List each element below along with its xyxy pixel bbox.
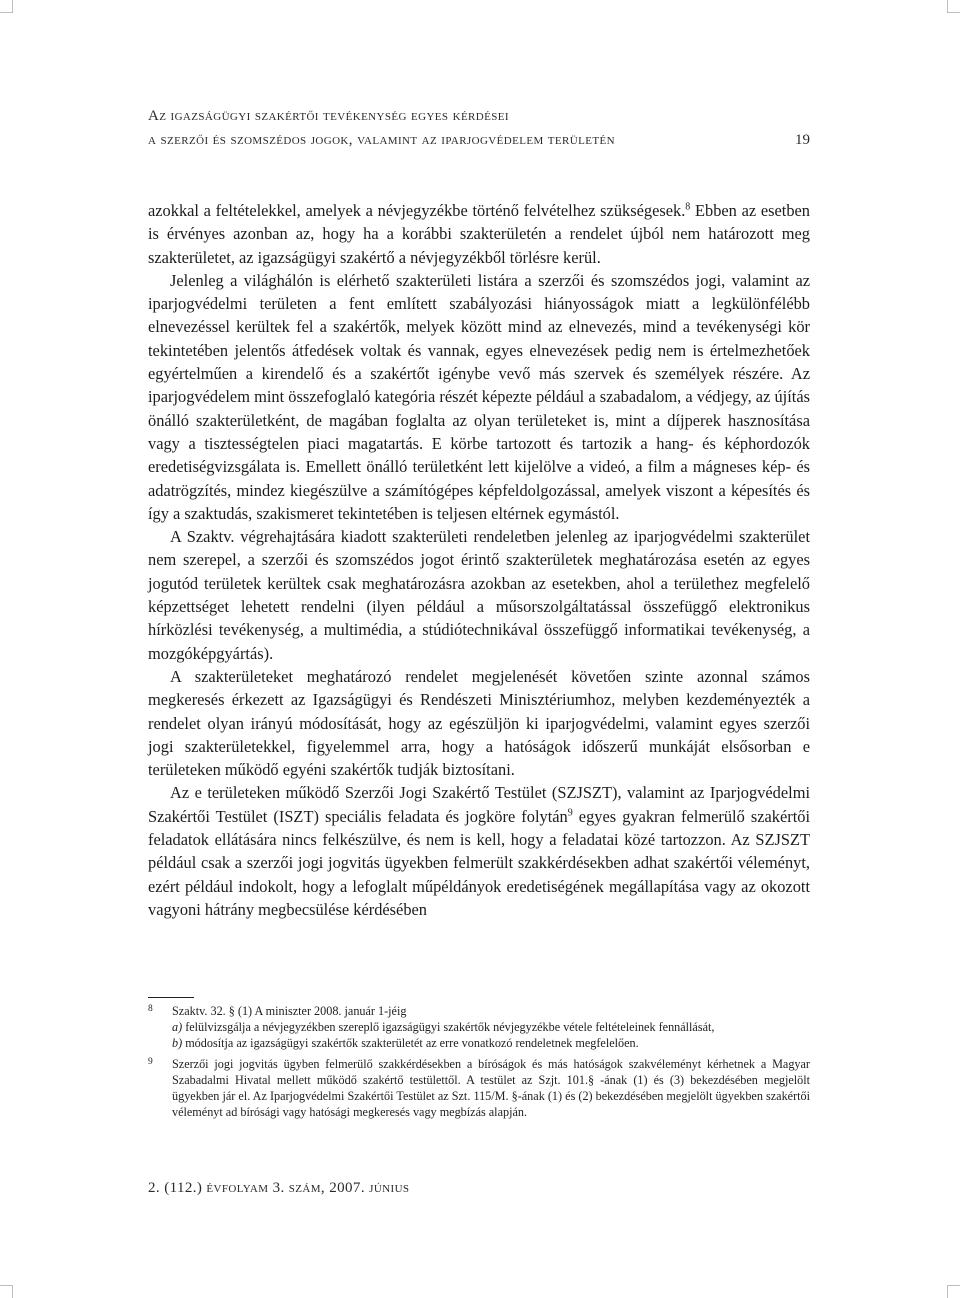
paragraph-5 [148, 781, 810, 921]
paragraph-1-text-b: Ebben az esetben is érvényes azonban az, hogy ha a korábbi szakterületén a rendelet újból nem határozott meg szakterületet, az igazságügyi szakértő a névjegyzékből törlésre kerül. [148, 201, 810, 267]
footnotes [148, 1003, 810, 1125]
footnote-ref-9[interactable]: 9 [567, 807, 573, 819]
footnote-8-text-b: módosítja az igazságügyi szakértők szakterületét az erre vonatkozó rendeletnek megfelelően. [182, 1036, 639, 1050]
main-text [148, 199, 810, 921]
footnote-number: 8 [148, 1004, 153, 1014]
footnote-separator [148, 997, 194, 998]
footnote-8-line-2 [172, 1019, 810, 1035]
footnote-number: 9 [148, 1057, 153, 1067]
crop-mark-bottom-left [0, 1285, 13, 1298]
footnote-8 [148, 1003, 810, 1051]
footnote-8-label-a: a) [172, 1020, 183, 1034]
footnote-8-line-1: Szaktv. 32. § (1) A miniszter 2008. január 1-jéig [172, 1004, 407, 1018]
paragraph-1-text-a: azokkal a feltételekkel, amelyek a névjegyzékbe történő felvételhez szükségesek. [148, 201, 686, 220]
paragraph-5-text-b: egyes gyakran felmerülő szakértői feladatok ellátására nincs felkészülve, és nem is kell, hogy a feladatai közé tartozzon. Az SZJSZT például csak a szerzői jogi jogvitás ügyekben felmerült szakkérdésekben adhat szakértői véleményt, ezért például indokolt, hogy a lefoglalt műpéldányok eredetiségének megállapítása vagy az okozott vagyoni hátrány megbecsülése kérdésében [148, 806, 811, 919]
crop-mark-top-left [0, 0, 13, 13]
footnote-9 [148, 1056, 810, 1120]
paragraph-5-text-a: Az e területeken működő Szerzői Jogi Szakértő Testület (SZJSZT), valamint az Iparjogvédelmi Szakértői Testület (ISZT) speciális feladata és jogköre folytán [148, 783, 810, 826]
running-head-line-2: a szerzői és szomszédos jogok, valamint az iparjogvédelem területén [148, 132, 615, 148]
footnote-body: Szerzői jogi jogvitás ügyben felmerülő szakkérdésekben a bíróságok és más hatóságok szakvéleményt kérhetnek a Magyar Szabadalmi Hivatal mellett működő szakértő testülettől. A testület az Szjt. 101.§ -ának (1) és (3) bekezdésében megjelölt ügyekben jár el. Az Iparjogvédelmi Szakértői Testület az Szt. 115/M. §-ának (1) és (2) bekezdésében megjelölt ügyekben szakértői véleményt ad bírósági vagy hatósági megkeresés vagy megbízás alapján. [172, 1057, 810, 1119]
paragraph-3: A Szaktv. végrehajtására kiadott szakterületi rendeletben jelenleg az iparjogvédelmi szakterület nem szerepel, a szerzői és szomszédos jogot érintő szakterületek meghatározása esetén az egyes jogutód területek kerültek csak meghatározásra azokban az esetekben, ahol a területhez megfelelő képzettséget lehetett rendelni (ilyen például a műsorszolgáltatással összefüggő elektronikus hírközlési tevékenység, a multimédia, a stúdiótechnikával összefüggő informatikai tevékenység, a mozgóképgyártás). [148, 527, 810, 663]
running-head [148, 104, 810, 152]
running-head-line-1: Az igazságügyi szakértői tevékenység egyes kérdései [148, 108, 509, 124]
footnote-ref-8[interactable]: 8 [685, 201, 691, 213]
page-number: 19 [795, 132, 810, 148]
footnote-8-line-3 [172, 1035, 810, 1051]
paragraph-2: Jelenleg a világhálón is elérhető szakterületi listára a szerzői és szomszédos jogi, valamint az iparjogvédelmi területen a fent említett szabályozási hiányosságok miatt a legkülönfélébb elnevezéssel kerültek fel a szakértők, melyek között mind az elnevezés, mind a tevékenységi kör tekintetében jelentős átfedések voltak és vannak, egyes elnevezések pedig nem is értelmezhetőek egyértelműen a kirendelő és a szakértőt igénybe vevő más szervek és személyek részére. Az iparjogvédelem mint összefoglaló kategória részét képezte például a szabadalom, a védjegy, az újítás önálló szakterületként, de magában foglalta az olyan területeket is, mint a díjperek hasznosítása vagy a tisztességtelen piaci magatartás. E körbe tartozott és tartozik a hang- és képhordozók eredetiségvizsgálata is. Emellett önálló területként lett kijelölve a videó, a film a mágneses kép- és adatrögzítés, mindez kiegészülve a számítógépes képfeldolgozással, amelyek viszont a képesítés és így a szaktudás, szakismeret tekintetében is teljesen eltérnek egymástól. [148, 270, 810, 523]
issue-footer: 2. (112.) évfolyam 3. szám, 2007. június [148, 1180, 410, 1196]
footnote-8-label-b: b) [172, 1036, 183, 1050]
paragraph-1 [148, 199, 810, 269]
footnote-8-text-a: felülvizsgálja a névjegyzékben szereplő igazságügyi szakértők névjegyzékbe vétele feltételeinek fennállását, [182, 1020, 715, 1034]
paragraph-4: A szakterületeket meghatározó rendelet megjelenését követően szinte azonnal számos megkeresés érkezett az Igazságügyi és Rendészeti Minisztériumhoz, melyben kezdeményezték a rendelet olyan irányú módosítását, hogy az egészüljön ki iparjogvédelmi, valamint egyes szerzői jogi szakterületekkel, figyelemmel arra, hogy a hatóságok időszerű munkáját elsősorban e területeken működő egyéni szakértők tudják biztosítani. [148, 666, 810, 780]
footnote-body [172, 1003, 810, 1051]
crop-mark-bottom-right [947, 1285, 960, 1298]
crop-mark-top-right [947, 0, 960, 13]
